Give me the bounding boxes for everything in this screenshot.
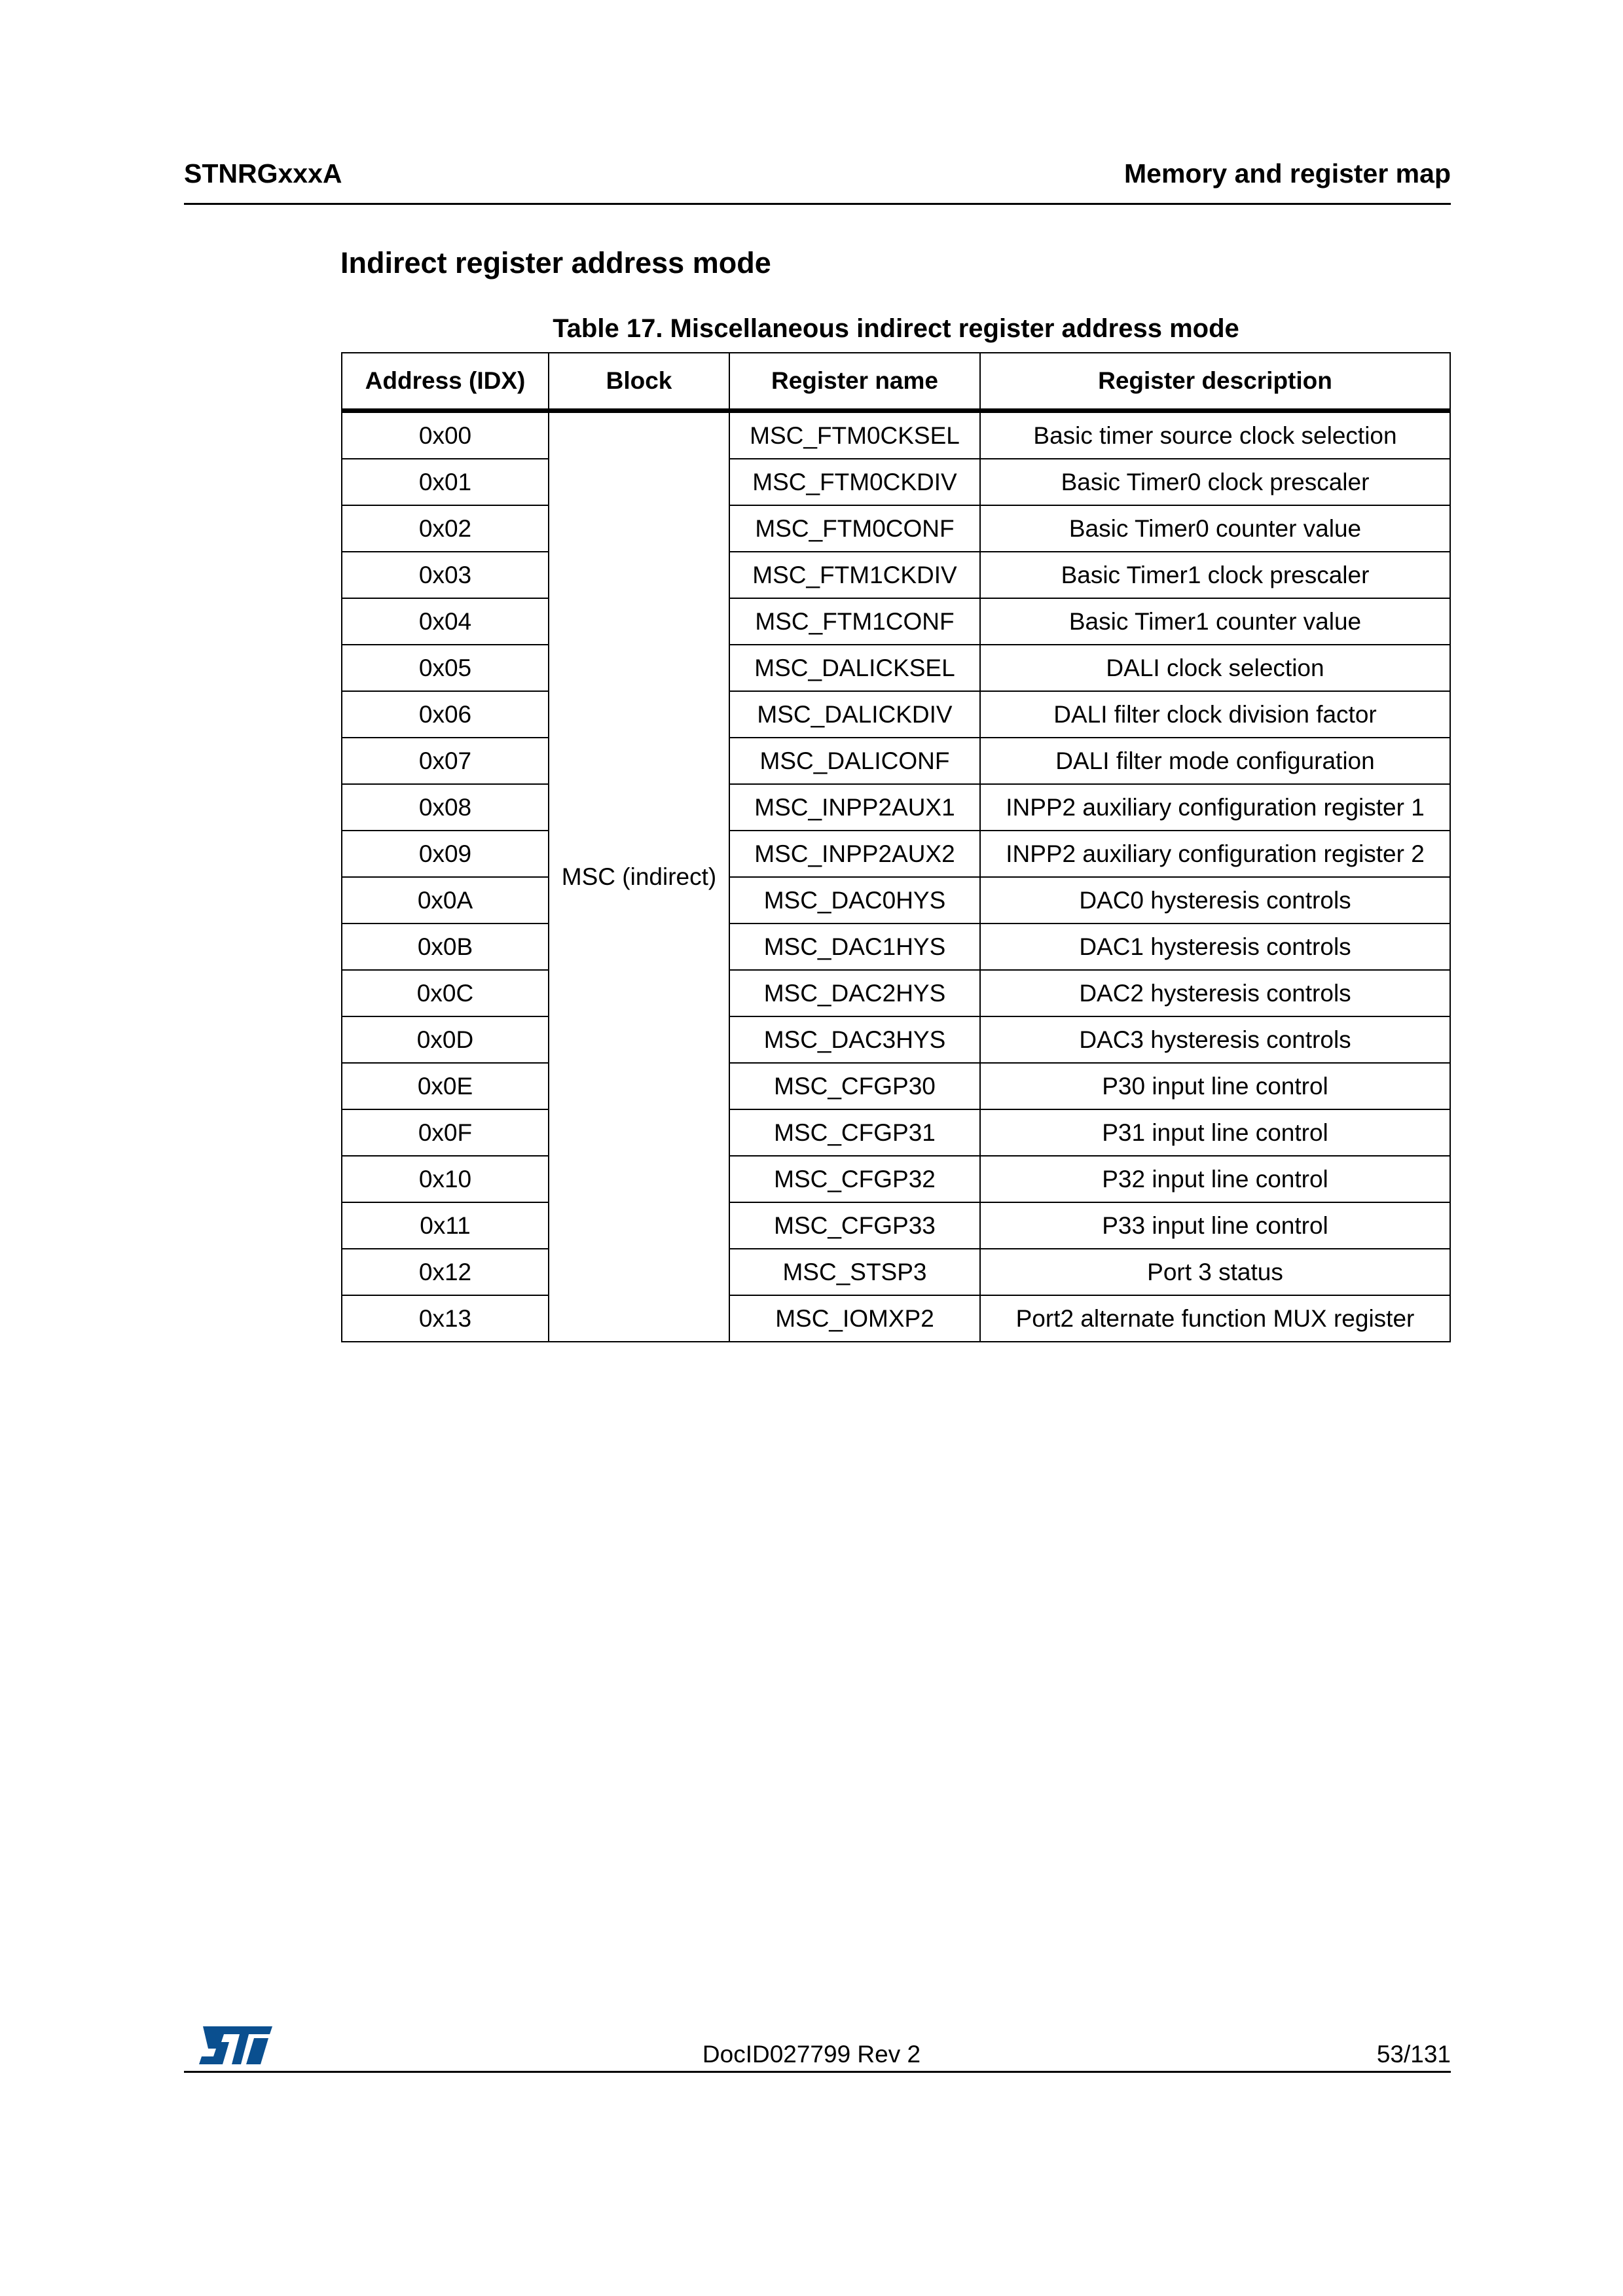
table-row — [342, 1109, 1450, 1156]
register-description-cell: P33 input line control — [980, 1202, 1450, 1249]
address-cell: 0x03 — [342, 552, 549, 598]
address-cell: 0x0F — [342, 1109, 549, 1156]
table-header-row — [342, 353, 1450, 411]
footer-rule — [184, 2071, 1451, 2073]
address-cell: 0x08 — [342, 784, 549, 831]
address-cell: 0x04 — [342, 598, 549, 645]
table-row — [342, 1156, 1450, 1202]
register-name-cell: MSC_CFGP30 — [729, 1063, 980, 1109]
block-cell: MSC (indirect) — [549, 411, 729, 1342]
address-cell: 0x07 — [342, 738, 549, 784]
register-description-cell: INPP2 auxiliary configuration register 2 — [980, 831, 1450, 877]
section-title: Indirect register address mode — [340, 246, 771, 279]
register-name-cell: MSC_DAC3HYS — [729, 1016, 980, 1063]
table-row — [342, 970, 1450, 1016]
table-row — [342, 784, 1450, 831]
register-description-cell: P30 input line control — [980, 1063, 1450, 1109]
register-description-cell: DALI filter mode configuration — [980, 738, 1450, 784]
column-header: Register name — [729, 353, 980, 411]
address-cell: 0x05 — [342, 645, 549, 691]
table-row — [342, 831, 1450, 877]
register-description-cell: DALI clock selection — [980, 645, 1450, 691]
table-row — [342, 459, 1450, 505]
address-cell: 0x12 — [342, 1249, 549, 1295]
register-name-cell: MSC_CFGP32 — [729, 1156, 980, 1202]
table-row — [342, 552, 1450, 598]
table-row — [342, 645, 1450, 691]
header-rule — [184, 203, 1451, 205]
register-name-cell: MSC_INPP2AUX2 — [729, 831, 980, 877]
register-name-cell: MSC_CFGP31 — [729, 1109, 980, 1156]
register-name-cell: MSC_DAC1HYS — [729, 924, 980, 970]
footer-doc-id: DocID027799 Rev 2 — [702, 2041, 921, 2068]
column-header: Address (IDX) — [342, 353, 549, 411]
register-table — [341, 352, 1451, 1342]
header-product-name: STNRGxxxA — [184, 158, 342, 188]
table-row — [342, 1249, 1450, 1295]
address-cell: 0x09 — [342, 831, 549, 877]
address-cell: 0x00 — [342, 411, 549, 459]
register-description-cell: Basic Timer1 clock prescaler — [980, 552, 1450, 598]
table-row — [342, 738, 1450, 784]
register-description-cell: Port 3 status — [980, 1249, 1450, 1295]
register-description-cell: Basic timer source clock selection — [980, 411, 1450, 459]
address-cell: 0x02 — [342, 505, 549, 552]
footer-page-number: 53/131 — [1376, 2041, 1451, 2068]
register-description-cell: P32 input line control — [980, 1156, 1450, 1202]
register-name-cell: MSC_FTM0CKDIV — [729, 459, 980, 505]
address-cell: 0x06 — [342, 691, 549, 738]
register-name-cell: MSC_FTM1CONF — [729, 598, 980, 645]
table-row — [342, 691, 1450, 738]
register-description-cell: DALI filter clock division factor — [980, 691, 1450, 738]
column-header: Block — [549, 353, 729, 411]
register-description-cell: P31 input line control — [980, 1109, 1450, 1156]
table-row — [342, 924, 1450, 970]
table-caption: Table 17. Miscellaneous indirect register address mode — [553, 314, 1239, 343]
table-row — [342, 411, 1450, 459]
register-description-cell: DAC2 hysteresis controls — [980, 970, 1450, 1016]
address-cell: 0x11 — [342, 1202, 549, 1249]
table-row — [342, 505, 1450, 552]
register-description-cell: Basic Timer0 clock prescaler — [980, 459, 1450, 505]
register-name-cell: MSC_DAC2HYS — [729, 970, 980, 1016]
register-name-cell: MSC_FTM1CKDIV — [729, 552, 980, 598]
register-description-cell: Basic Timer1 counter value — [980, 598, 1450, 645]
table-row — [342, 598, 1450, 645]
address-cell: 0x13 — [342, 1295, 549, 1342]
register-description-cell: Basic Timer0 counter value — [980, 505, 1450, 552]
register-description-cell: DAC0 hysteresis controls — [980, 877, 1450, 924]
register-name-cell: MSC_INPP2AUX1 — [729, 784, 980, 831]
register-name-cell: MSC_IOMXP2 — [729, 1295, 980, 1342]
column-header: Register description — [980, 353, 1450, 411]
address-cell: 0x0D — [342, 1016, 549, 1063]
table-row — [342, 1295, 1450, 1342]
register-description-cell: DAC1 hysteresis controls — [980, 924, 1450, 970]
address-cell: 0x0A — [342, 877, 549, 924]
register-name-cell: MSC_DALICONF — [729, 738, 980, 784]
register-name-cell: MSC_DAC0HYS — [729, 877, 980, 924]
table-row — [342, 1016, 1450, 1063]
register-name-cell: MSC_DALICKSEL — [729, 645, 980, 691]
address-cell: 0x0E — [342, 1063, 549, 1109]
register-name-cell: MSC_STSP3 — [729, 1249, 980, 1295]
header-chapter-title: Memory and register map — [1124, 158, 1451, 188]
address-cell: 0x0C — [342, 970, 549, 1016]
table-row — [342, 1063, 1450, 1109]
register-name-cell: MSC_CFGP33 — [729, 1202, 980, 1249]
address-cell: 0x0B — [342, 924, 549, 970]
register-name-cell: MSC_FTM0CONF — [729, 505, 980, 552]
register-name-cell: MSC_FTM0CKSEL — [729, 411, 980, 459]
address-cell: 0x01 — [342, 459, 549, 505]
address-cell: 0x10 — [342, 1156, 549, 1202]
register-description-cell: INPP2 auxiliary configuration register 1 — [980, 784, 1450, 831]
register-description-cell: DAC3 hysteresis controls — [980, 1016, 1450, 1063]
register-description-cell: Port2 alternate function MUX register — [980, 1295, 1450, 1342]
register-name-cell: MSC_DALICKDIV — [729, 691, 980, 738]
table-row — [342, 877, 1450, 924]
table-row — [342, 1202, 1450, 1249]
